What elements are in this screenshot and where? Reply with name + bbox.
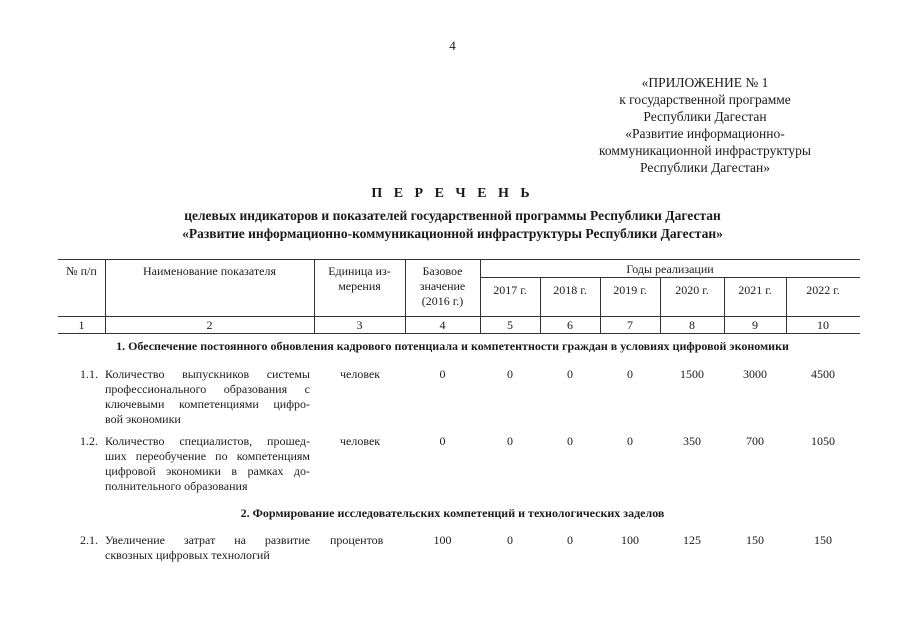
subtitle-line: «Развитие информационно-коммуникационной инфраструктуры Республики Дагестан» [182,226,723,241]
column-number: 2 [206,318,213,332]
row-number: 1.2. [80,434,98,448]
year-value: 125 [683,533,701,547]
header-year: 2019 г. [613,283,647,297]
table-top-border [58,259,860,260]
year-value: 0 [567,533,573,547]
year-value: 1500 [680,367,704,381]
header-year: 2021 г. [738,283,772,297]
base-value: 0 [439,434,446,448]
appendix-line: к государственной программе [619,92,791,107]
column-number: 8 [689,318,695,332]
base-value: 100 [433,533,452,547]
unit: человек [340,434,381,448]
appendix-line: «Развитие информационно- [625,126,785,141]
column-numbers-border [58,333,860,334]
row-number: 2.1. [80,533,98,547]
column-number: 9 [752,318,758,332]
page-number: 4 [449,38,456,53]
year-value: 0 [627,367,633,381]
year-value: 4500 [811,367,835,381]
indicator-name: Количество выпускников системы профессионального образования с ключевыми компетенциями цифро- вой экономики [105,367,310,426]
year-value: 0 [627,434,633,448]
column-number: 10 [817,318,829,332]
appendix-line: коммуникационной инфраструктуры [599,143,811,158]
base-value: 0 [439,367,446,381]
appendix-line: Республики Дагестан» [639,160,770,175]
header-year: 2020 г. [675,283,709,297]
header-year: 2017 г. [493,283,527,297]
column-number: 1 [78,318,85,332]
column-number: 7 [627,318,633,332]
document-subtitle [0,207,905,243]
year-value: 0 [567,367,573,381]
year-value: 3000 [743,367,767,381]
year-value: 0 [507,533,513,547]
year-value: 100 [621,533,639,547]
year-value: 0 [507,434,513,448]
column-number: 4 [439,318,446,332]
header-bottom-border [58,316,860,317]
document-title: П Е Р Е Ч Е Н Ь [371,186,534,201]
header-base: Базовое значение (2016 г.) [419,264,466,308]
header-years-group: Годы реализации [626,262,714,276]
column-number: 3 [356,318,363,332]
section-title: 2. Формирование исследовательских компетенций и технологических заделов [240,506,665,520]
header-year: 2018 г. [553,283,587,297]
year-value: 150 [814,533,832,547]
column-number: 6 [567,318,573,332]
appendix-note [570,74,840,176]
year-value: 150 [746,533,764,547]
header-name: Наименование показателя [143,264,276,278]
header-unit: Единица из- мерения [328,264,391,293]
row-number: 1.1. [80,367,98,381]
year-value: 350 [683,434,701,448]
header-year: 2022 г. [806,283,840,297]
year-value: 0 [567,434,573,448]
header-num: № п/п [66,264,97,278]
column-number: 5 [507,318,513,332]
unit: процентов [330,533,384,547]
appendix-line: Республики Дагестан [643,109,767,124]
section-title: 1. Обеспечение постоянного обновления кадрового потенциала и компетентности граждан в условиях цифровой экономики [116,339,789,353]
year-value: 700 [746,434,764,448]
appendix-line: «ПРИЛОЖЕНИЕ № 1 [641,75,769,90]
year-value: 0 [507,367,513,381]
subtitle-line: целевых индикаторов и показателей государственной программы Республики Дагестан [184,208,721,223]
years-group-border [480,277,860,278]
indicator-name: Количество специалистов, прошед- ших переобучение по компетенциям цифровой экономики в рамках до- полнительного образования [105,434,310,493]
unit: человек [340,367,381,381]
indicator-name: Увеличение затрат на развитие сквозных цифровых технологий [105,533,310,562]
year-value: 1050 [811,434,835,448]
